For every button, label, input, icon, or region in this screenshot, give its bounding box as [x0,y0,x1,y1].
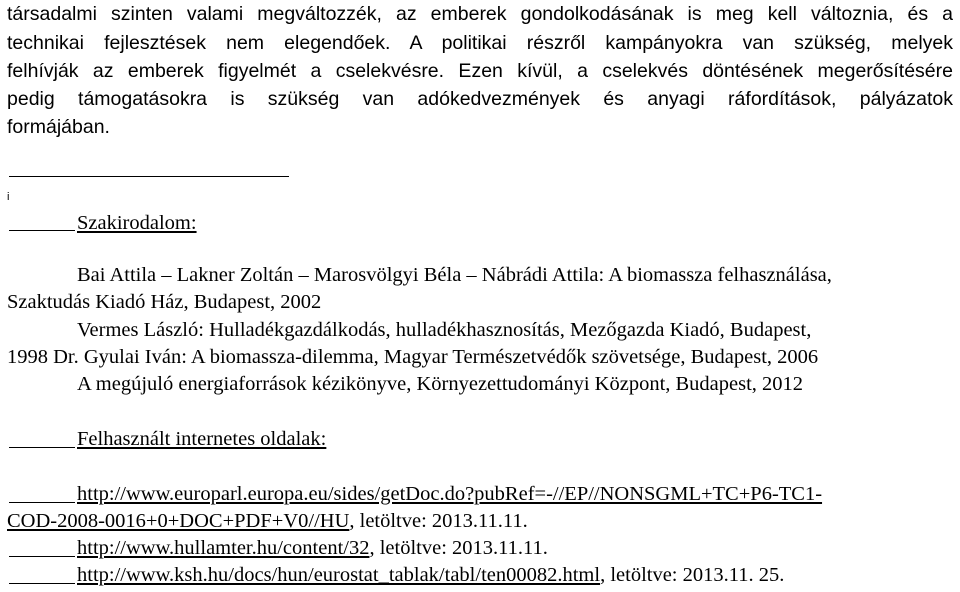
heading-leader-line [9,230,75,231]
literature-line: A megújuló energiaforrások kézikönyve, Környezettudományi Központ, Budapest, 2012 [77,373,804,395]
footnote-marker: i [7,191,10,203]
paragraph-line-1: társadalmi szinten valami megváltozzék, az emberek gondolkodásának is meg kell változnia, és a [7,3,953,25]
paragraph-line-5: formájában. [7,116,110,138]
literature-line: 1998 Dr. Gyulai Iván: A biomassza-dilemma, Magyar Természetvédők szövetsége, Budapest, 2006 [7,346,819,368]
footnote-separator [9,176,289,177]
link-leader-line [9,556,75,557]
literature-line: Szaktudás Kiadó Ház, Budapest, 2002 [7,291,322,313]
link-hullamter[interactable]: http://www.hullamter.hu/content/32 [77,537,370,559]
literature-line: Vermes László: Hulladékgazdálkodás, hulladékhasznosítás, Mezőgazda Kiadó, Budapest, [77,319,812,341]
download-date: , letöltve: 2013.11.11. [349,510,528,532]
download-date: , letöltve: 2013.11. 25. [600,564,785,586]
link-ksh[interactable]: http://www.ksh.hu/docs/hun/eurostat_tablak/tabl/ten00082.html [77,564,601,586]
link-item [77,484,822,505]
heading-leader-line [9,447,75,448]
internet-heading: Felhasznált internetes oldalak: [77,428,327,450]
paragraph-line-2: technikai fejlesztések nem elegendőek. A politikai részről kampányokra van szükség, melyek [7,32,953,54]
paragraph-line-3: felhívják az emberek figyelmét a cselekvésre. Ezen kívül, a cselekvés döntésének megerősítésére [7,60,953,82]
link-item [7,511,528,532]
download-date: , letöltve: 2013.11.11. [369,537,548,559]
link-item [77,565,784,586]
link-item [77,538,548,559]
link-europarl-continued[interactable]: COD-2008-0016+0+DOC+PDF+V0//HU [7,510,350,532]
link-leader-line [9,583,75,584]
literature-heading: Szakirodalom: [77,212,197,234]
link-europarl[interactable]: http://www.europarl.europa.eu/sides/getDoc.do?pubRef=-//EP//NONSGML+TC+P6-TC1- [77,483,823,505]
paragraph-line-4: pedig támogatásokra is szükség van adókedvezmények és anyagi ráfordítások, pályázatok [7,88,953,110]
literature-line: Bai Attila – Lakner Zoltán – Marosvölgyi Béla – Nábrádi Attila: A biomassza felhasználása, [77,264,832,286]
link-leader-line [9,502,75,503]
